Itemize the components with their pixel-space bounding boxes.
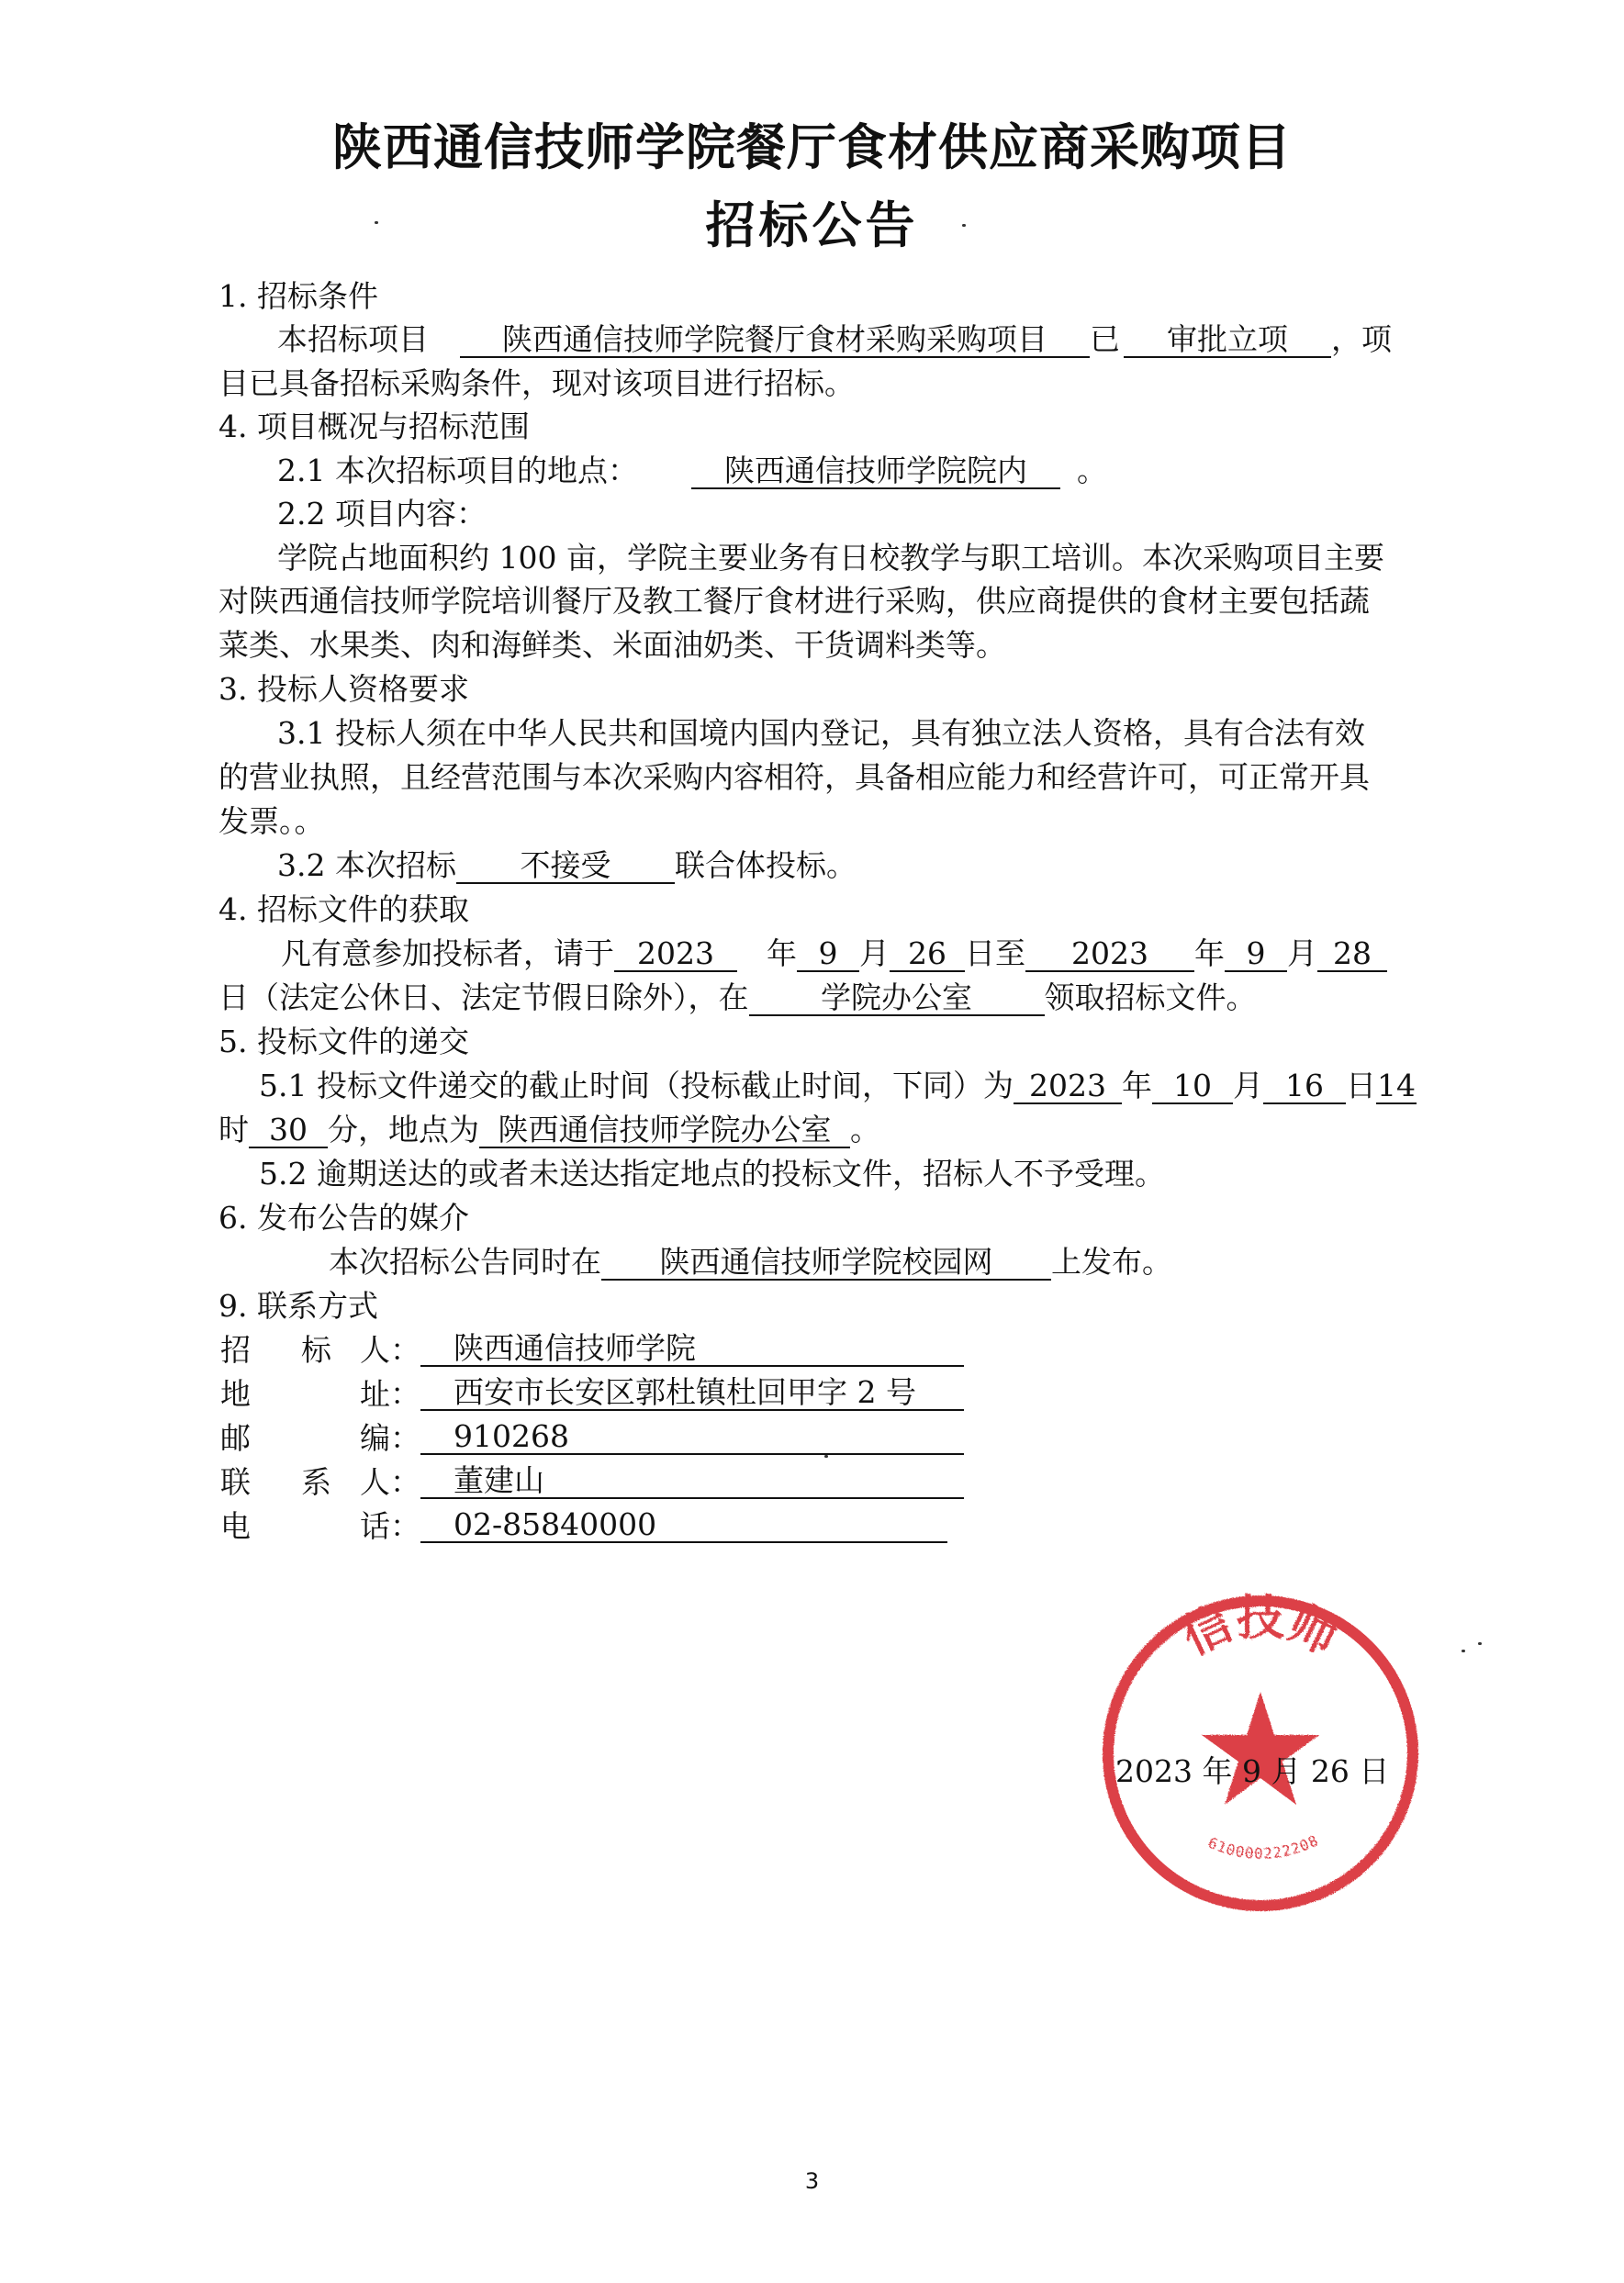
location-line <box>277 453 1107 489</box>
label: 邮 <box>220 1420 251 1456</box>
section-5-heading: 5. 投标文件的递交 <box>218 1024 469 1059</box>
publication-line <box>329 1244 1172 1281</box>
label: 月 <box>1287 935 1317 971</box>
label: 联合体投标。 <box>674 847 857 883</box>
label: 人： <box>360 1332 420 1368</box>
document-title: 陕西通信技师学院餐厅食材供应商采购项目 <box>332 118 1292 176</box>
label: 电 <box>220 1508 251 1544</box>
label: ，项 <box>1331 321 1392 357</box>
phone-value: 02-85840000 <box>420 1508 947 1543</box>
start-day-field: 26 <box>890 937 965 972</box>
label: 人： <box>360 1464 420 1500</box>
label: 联 <box>220 1464 251 1500</box>
label: 日至 <box>965 935 1025 971</box>
deadline-minute-field: 30 <box>249 1114 328 1148</box>
project-name-field: 陕西通信技师学院餐厅食材采购采购项目 <box>460 323 1090 358</box>
label: 2.1 本次招标项目的地点： <box>277 453 638 488</box>
content-paragraph-line-2: 对陕西通信技师学院培训餐厅及教工餐厅食材进行采购，供应商提供的食材主要包括蔬 <box>218 583 1370 619</box>
label: 。 <box>850 1112 880 1147</box>
document-subtitle: 招标公告 <box>705 196 919 254</box>
tenderer-value: 陕西通信技师学院 <box>420 1332 964 1367</box>
label: 3.2 本次招标 <box>277 847 456 883</box>
scan-speck <box>1462 1650 1465 1652</box>
approval-status-field: 审批立项 <box>1124 323 1331 358</box>
label: 年 <box>1121 1068 1152 1103</box>
start-month-field: 9 <box>797 937 859 972</box>
label: 已 <box>1090 321 1120 357</box>
label: 标 <box>301 1332 331 1368</box>
document-pickup-line-2 <box>218 979 1257 1016</box>
publication-media-field: 陕西通信技师学院校园网 <box>601 1246 1051 1281</box>
label: 。 <box>1076 453 1107 488</box>
label: 月 <box>859 935 890 971</box>
label: 本次招标公告同时在 <box>329 1244 601 1280</box>
document-pickup-line-1 <box>281 935 1387 972</box>
section-1-line-2: 目已具备招标采购条件，现对该项目进行招标。 <box>218 365 855 401</box>
pickup-place-field: 学院办公室 <box>749 981 1045 1016</box>
section-2-heading: 4. 项目概况与招标范围 <box>218 408 530 444</box>
end-month-field: 9 <box>1225 937 1287 972</box>
content-label: 2.2 项目内容： <box>277 496 487 532</box>
section-4-heading: 4. 招标文件的获取 <box>218 891 469 927</box>
svg-text:信技师 <box>1174 1591 1348 1666</box>
qualification-line-3: 发票。。 <box>218 803 325 839</box>
scan-speck <box>962 224 966 227</box>
address-value: 西安市长安区郭杜镇杜回甲字 2 号 <box>420 1376 964 1411</box>
label: 址： <box>360 1376 420 1412</box>
scan-speck <box>1478 1642 1482 1645</box>
section-3-heading: 3. 投标人资格要求 <box>218 671 469 707</box>
contact-person-value: 董建山 <box>420 1464 964 1499</box>
location-field: 陕西通信技师学院院内 <box>691 454 1060 489</box>
section-9-heading: 9. 联系方式 <box>218 1288 378 1324</box>
deadline-hour-field: 14 <box>1376 1068 1416 1103</box>
label: 上发布。 <box>1051 1244 1172 1280</box>
deadline-line-2 <box>218 1112 880 1148</box>
start-year-field: 2023 <box>614 937 737 972</box>
qualification-line-2: 的营业执照，且经营范围与本次采购内容相符，具备相应能力和经营许可，可正常开具 <box>218 759 1370 795</box>
postcode-value: 910268 <box>420 1420 964 1455</box>
end-year-field: 2023 <box>1025 937 1194 972</box>
section-1-heading: 1. 招标条件 <box>218 278 378 314</box>
scan-speck <box>375 221 378 224</box>
label: 招 <box>220 1332 251 1368</box>
seal-serial-number: 610000222208 <box>1205 1830 1322 1863</box>
content-paragraph-line-3: 菜类、水果类、肉和海鲜类、米面油奶类、干货调料类等。 <box>218 627 1006 663</box>
label: 话： <box>360 1508 420 1544</box>
label: 领取招标文件。 <box>1044 979 1257 1015</box>
label: 5.1 投标文件递交的截止时间（投标截止时间，下同）为 <box>259 1068 1014 1103</box>
qualification-line-1: 3.1 投标人须在中华人民共和国境内国内登记，具有独立法人资格，具有合法有效 <box>277 715 1365 751</box>
label: 编： <box>360 1420 420 1456</box>
label: 时 <box>218 1112 249 1147</box>
deadline-day-field: 16 <box>1263 1069 1346 1104</box>
deadline-year-field: 2023 <box>1014 1069 1122 1104</box>
label: 系 <box>301 1464 331 1500</box>
seal-arc-text: 信技师 <box>1173 1590 1348 1666</box>
deadline-line-1 <box>259 1068 1417 1104</box>
section-6-heading: 6. 发布公告的媒介 <box>218 1200 469 1236</box>
label: 本招标项目 <box>277 321 429 357</box>
signature-date: 2023 年 9 月 26 日 <box>1115 1753 1390 1789</box>
label: 地 <box>220 1376 251 1412</box>
late-submission-note: 5.2 逾期送达的或者未送达指定地点的投标文件，招标人不予受理。 <box>259 1156 1165 1192</box>
label: 年 <box>767 935 797 971</box>
joint-bid-field: 不接受 <box>456 849 675 884</box>
label: 凡有意参加投标者，请于 <box>281 935 614 971</box>
svg-text:610000222208 <box>1205 1831 1321 1863</box>
label: 年 <box>1194 935 1225 971</box>
page-number: 3 <box>804 2168 820 2194</box>
scan-speck <box>824 1455 828 1458</box>
section-1-line-1 <box>277 321 1392 358</box>
label: 日（法定公休日、法定节假日除外），在 <box>218 979 749 1015</box>
submission-place-field: 陕西通信技师学院办公室 <box>479 1114 850 1148</box>
label: 月 <box>1232 1068 1263 1103</box>
content-paragraph-line-1: 学院占地面积约 100 亩，学院主要业务有日校教学与职工培训。本次采购项目主要 <box>277 540 1384 576</box>
end-day-field: 28 <box>1317 937 1387 972</box>
deadline-month-field: 10 <box>1152 1069 1233 1104</box>
label: 日 <box>1345 1068 1376 1103</box>
label: 分，地点为 <box>328 1112 479 1147</box>
joint-bid-line <box>277 847 857 884</box>
